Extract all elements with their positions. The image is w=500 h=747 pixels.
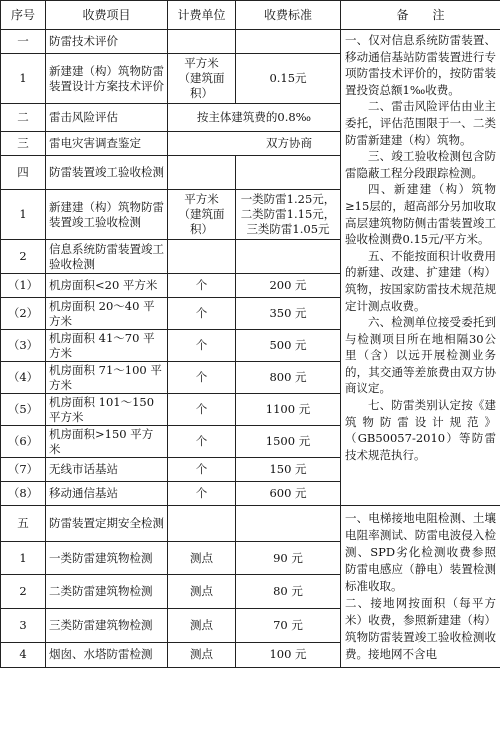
cell-standard (236, 30, 341, 54)
cell-item: 新建建（构）筑物防雷装置竣工验收检测 (46, 190, 168, 240)
note-paragraph: 七、防雷类别认定按《建筑物防雷设计规范》（GB50057-2010）等防雷技术规范执行。 (345, 398, 496, 462)
header-unit: 计费单位 (168, 1, 236, 30)
cell-item: 机房面积 101～150 平方米 (46, 394, 168, 426)
cell-unit: 测点 (168, 642, 236, 667)
cell-standard: 600 元 (236, 482, 341, 506)
notes-cell-top (341, 30, 500, 506)
cell-item: 移动通信基站 (46, 482, 168, 506)
cell-unit: 平方米 （建筑面积） (168, 54, 236, 104)
cell-item: 雷击风险评估 (46, 104, 168, 132)
cell-standard: 1100 元 (236, 394, 341, 426)
notes-cell-bottom (341, 506, 500, 668)
note-paragraph: 三、竣工验收检测包含防雷隐蔽工程分段跟踪检测。 (345, 149, 496, 180)
header-notes: 备 注 (341, 1, 500, 30)
cell-unit: 个 (168, 298, 236, 330)
header-row (1, 1, 500, 30)
cell-unit (168, 156, 236, 190)
cell-item: 机房面积 41～70 平方米 (46, 330, 168, 362)
cell-seq: （5） (1, 394, 46, 426)
cell-standard: 500 元 (236, 330, 341, 362)
cell-seq: 四 (1, 156, 46, 190)
cell-seq: 五 (1, 506, 46, 542)
cell-standard: 70 元 (236, 609, 341, 643)
cell-item: 三类防雷建筑物检测 (46, 609, 168, 643)
note-paragraph: 六、检测单位接受委托到与检测项目所在地相隔30公里（含）以远开展检测业务的，其交通等差旅费由双方协商议定。 (345, 315, 496, 396)
cell-seq: 一 (1, 30, 46, 54)
cell-unit (168, 506, 236, 542)
cell-seq: （8） (1, 482, 46, 506)
cell-standard (236, 506, 341, 542)
cell-seq: （3） (1, 330, 46, 362)
cell-standard (236, 156, 341, 190)
cell-seq: （1） (1, 274, 46, 298)
table-row (1, 506, 500, 542)
cell-seq: （6） (1, 426, 46, 458)
cell-unit: 个 (168, 482, 236, 506)
cell-seq: 二 (1, 104, 46, 132)
cell-standard: 按主体建筑费的0.8‰ (168, 104, 341, 132)
cell-unit (168, 240, 236, 274)
cell-seq: （2） (1, 298, 46, 330)
cell-standard: 200 元 (236, 274, 341, 298)
cell-seq: 1 (1, 541, 46, 575)
header-item: 收费项目 (46, 1, 168, 30)
cell-standard: 100 元 (236, 642, 341, 667)
cell-item: 信息系统防雷装置竣工验收检测 (46, 240, 168, 274)
note-paragraph: 二、雷击风险评估由业主委托，评估范围限于一、二类防雷新建建（构）筑物。 (345, 99, 496, 147)
table-row (1, 30, 500, 54)
note-paragraph: 一、电梯接地电阻检测、土壤电阻率测试、防雷电波侵入检测、SPD劣化检测收费参照防雷电感应（静电）装置检测标准收取。 (345, 511, 496, 593)
cell-standard: 双方协商 (168, 132, 341, 156)
cell-item: 防雷技术评价 (46, 30, 168, 54)
cell-seq: 1 (1, 190, 46, 240)
cell-item: 机房面积 20～40 平方米 (46, 298, 168, 330)
cell-unit: 个 (168, 394, 236, 426)
cell-item: 新建建（构）筑物防雷装置设计方案技术评价 (46, 54, 168, 104)
cell-standard: 一类防雷1.25元， 二类防雷1.15元， 三类防雷1.05元 (236, 190, 341, 240)
cell-item: 无线市话基站 (46, 458, 168, 482)
cell-item: 二类防雷建筑物检测 (46, 575, 168, 609)
cell-item: 防雷装置竣工验收检测 (46, 156, 168, 190)
cell-item: 雷电灾害调查鉴定 (46, 132, 168, 156)
header-seq: 序号 (1, 1, 46, 30)
note-paragraph: 五、不能按面积计收费用的新建、改建、扩建建（构）筑物，按国家防雷技术规范规定计测点收费。 (345, 248, 496, 313)
cell-item: 防雷装置定期安全检测 (46, 506, 168, 542)
cell-item: 机房面积>150 平方米 (46, 426, 168, 458)
cell-item: 烟囱、水塔防雷检测 (46, 642, 168, 667)
cell-standard: 800 元 (236, 362, 341, 394)
cell-item: 机房面积 71～100 平方米 (46, 362, 168, 394)
cell-item: 机房面积<20 平方米 (46, 274, 168, 298)
cell-unit: 测点 (168, 575, 236, 609)
note-paragraph: 二、接地网按面积（每平方米）收费，参照新建建（构）筑物防雷装置竣工验收检测收费。接地网不含电 (345, 596, 496, 661)
cell-unit: 测点 (168, 541, 236, 575)
cell-standard: 150 元 (236, 458, 341, 482)
cell-seq: 4 (1, 642, 46, 667)
cell-standard: 1500 元 (236, 426, 341, 458)
cell-standard: 0.15元 (236, 54, 341, 104)
cell-unit: 个 (168, 458, 236, 482)
cell-seq: 2 (1, 240, 46, 274)
cell-standard (236, 240, 341, 274)
cell-unit: 个 (168, 362, 236, 394)
cell-seq: 3 (1, 609, 46, 643)
cell-seq: 1 (1, 54, 46, 104)
cell-standard: 90 元 (236, 541, 341, 575)
cell-seq: 2 (1, 575, 46, 609)
cell-seq: （7） (1, 458, 46, 482)
cell-unit: 平方米 （建筑面积） (168, 190, 236, 240)
cell-unit (168, 30, 236, 54)
header-standard: 收费标准 (236, 1, 341, 30)
cell-unit: 个 (168, 330, 236, 362)
cell-seq: 三 (1, 132, 46, 156)
cell-seq: （4） (1, 362, 46, 394)
cell-standard: 80 元 (236, 575, 341, 609)
cell-unit: 测点 (168, 609, 236, 643)
cell-standard: 350 元 (236, 298, 341, 330)
note-paragraph: 四、新建建（构）筑物≥15层的，超高部分另加收取高层建筑物防侧击雷装置竣工验收检测费0.15元/平方米。 (345, 182, 496, 247)
cell-unit: 个 (168, 274, 236, 298)
note-paragraph: 一、仅对信息系统防雷装置、移动通信基站防雷装置进行专项防雷技术评价的，按防雷装置投资总额1‰收费。 (345, 33, 496, 97)
cell-unit: 个 (168, 426, 236, 458)
cell-item: 一类防雷建筑物检测 (46, 541, 168, 575)
